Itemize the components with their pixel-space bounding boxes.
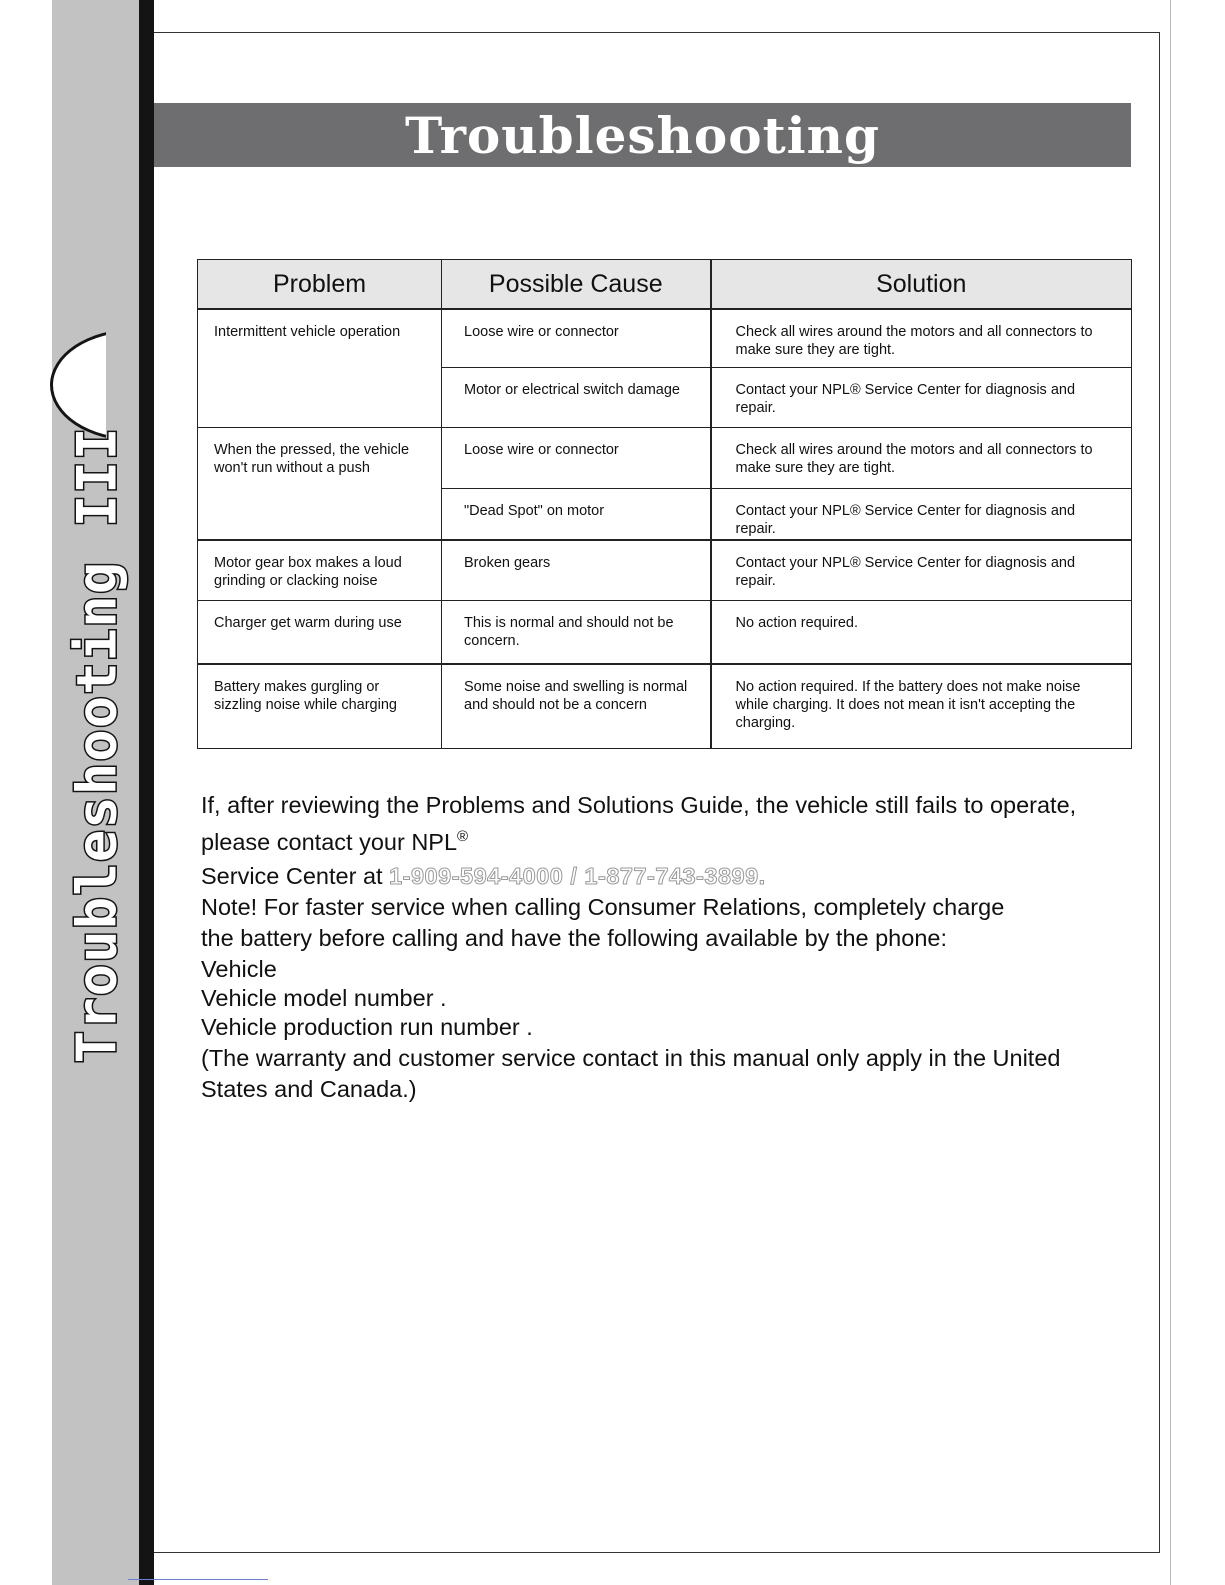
solution-cell: Contact your NPL® Service Center for diagnosis and repair. — [711, 367, 1132, 427]
service-phone-numbers: 1-909-594-4000 / 1-877-743-3899 — [389, 862, 759, 889]
service-center-label: Service Center at — [201, 862, 390, 889]
cause-cell: Loose wire or connector — [442, 309, 711, 367]
contact-line-3 — [201, 861, 1141, 892]
warranty-line-2: States and Canada.) — [201, 1075, 417, 1102]
problem-cell: Intermittent vehicle operation — [198, 309, 442, 427]
list-item: Vehicle model number . — [201, 984, 447, 1011]
side-tab-label: Troubleshooting III — [65, 426, 129, 1064]
cause-cell: This is normal and should not be concern. — [442, 600, 711, 664]
cause-cell: Some noise and swelling is normal and should not be a concern — [442, 664, 711, 748]
registered-mark: ® — [457, 828, 469, 845]
solution-cell: Check all wires around the motors and all connectors to make sure they are tight. — [711, 427, 1132, 488]
table-row — [198, 427, 1132, 488]
phone-period: . — [758, 862, 766, 889]
solution-cell: Contact your NPL® Service Center for diagnosis and repair. — [711, 540, 1132, 600]
list-item: Vehicle production run number . — [201, 1013, 533, 1040]
table-row — [198, 664, 1132, 748]
cause-cell: Broken gears — [442, 540, 711, 600]
problem-cell: Charger get warm during use — [198, 600, 442, 664]
note-line-2: the battery before calling and have the following available by the phone: — [201, 924, 947, 951]
column-header-solution: Solution — [711, 260, 1132, 310]
contact-section — [201, 790, 1141, 1105]
solution-cell: Contact your NPL® Service Center for diagnosis and repair. — [711, 488, 1132, 540]
problem-cell: When the pressed, the vehicle won't run without a push — [198, 427, 442, 540]
cause-cell: Motor or electrical switch damage — [442, 367, 711, 427]
table-header-row — [198, 260, 1132, 310]
contact-line-2 — [201, 821, 1141, 858]
page-title: Troubleshooting — [405, 105, 880, 165]
note-line-1: Note! For faster service when calling Consumer Relations, completely charge — [201, 893, 1005, 920]
table-row — [198, 309, 1132, 367]
cause-cell: "Dead Spot" on motor — [442, 488, 711, 540]
table-row — [198, 540, 1132, 600]
warranty-line-1: (The warranty and customer service contact in this manual only apply in the United — [201, 1044, 1061, 1071]
solution-cell: Check all wires around the motors and all connectors to make sure they are tight. — [711, 309, 1132, 367]
troubleshooting-table — [197, 259, 1132, 749]
solution-cell: No action required. — [711, 600, 1132, 664]
problem-cell: Battery makes gurgling or sizzling noise while charging — [198, 664, 442, 748]
table-row — [198, 600, 1132, 664]
column-header-cause: Possible Cause — [442, 260, 711, 310]
bottom-link-underline — [128, 1579, 268, 1580]
contact-line-2-text: please contact your NPL — [201, 828, 458, 855]
side-tab-stripe — [139, 0, 154, 1585]
list-item: Vehicle — [201, 955, 277, 982]
problem-cell: Motor gear box makes a loud grinding or clacking noise — [198, 540, 442, 600]
column-header-problem: Problem — [198, 260, 442, 310]
page-edge-line — [1170, 0, 1171, 1585]
contact-line-1: If, after reviewing the Problems and Solutions Guide, the vehicle still fails to operate, — [201, 792, 1077, 818]
title-bar — [154, 103, 1131, 167]
cause-cell: Loose wire or connector — [442, 427, 711, 488]
solution-cell: No action required. If the battery does not make noise while charging. It does not mean it isn't accepting the charging. — [711, 664, 1132, 748]
